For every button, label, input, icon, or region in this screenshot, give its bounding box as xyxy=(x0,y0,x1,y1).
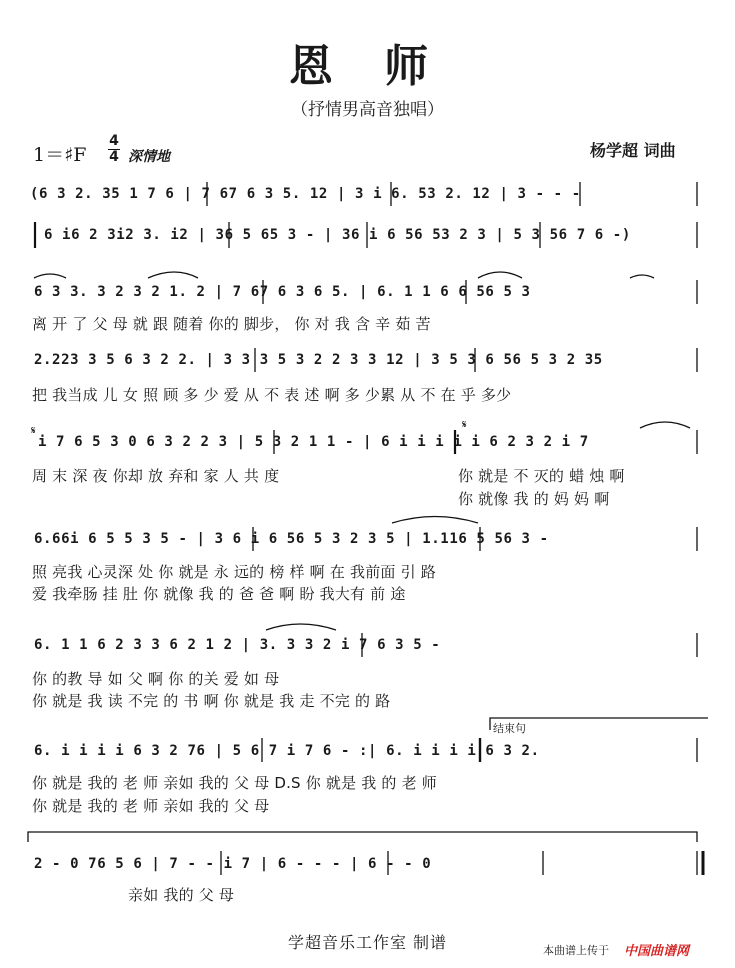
notation-row-1: (6 3 2. 35 1 7 6 | 7 67 6 3 5. 12 | 3 i 6. 53 2. 12 | 3 - - - xyxy=(30,186,581,202)
lyrics-row-5-verse-1b: 你 就是 不 灭的 蜡 烛 啊 xyxy=(458,467,625,485)
notation-row-8: 6. i i i i 6 3 2 76 | 5 6 7 i 7 6 - :| 6. i i i i 6 3 2. xyxy=(34,743,540,759)
site-logo: 中国曲谱网 xyxy=(624,944,690,959)
lyrics-row-7-verse-1: 你 的教 导 如 父 啊 你 的关 爱 如 母 xyxy=(32,670,280,688)
notation-row-5: i 7 6 5 3 0 6 3 2 2 3 | 5 3 2 1 1 - | 6 i i i i i 6 2 3 2 i 7 xyxy=(38,434,589,450)
score-title: 恩 师 xyxy=(288,41,447,92)
upload-note: 本曲谱上传于 xyxy=(543,944,609,957)
time-signature-bottom: 4 xyxy=(109,149,119,165)
studio-credit: 学超音乐工作室 制谱 xyxy=(287,933,448,952)
segno-sign-icon: 𝄋 xyxy=(31,424,36,437)
notation-row-3: 6 3 3. 3 2 3 2 1. 2 | 7 67 6 3 6 5. | 6. 1 1 6 6 56 5 3 xyxy=(34,284,531,300)
lyrics-row-5-verse-1: 周 末 深 夜 你却 放 弃和 家 人 共 度 xyxy=(32,467,280,485)
lyrics-row-5-verse-2b: 你 就像 我 的 妈 妈 啊 xyxy=(458,490,610,508)
lyrics-row-4: 把 我当成 儿 女 照 顾 多 少 爱 从 不 表 述 啊 多 少累 从 不 在 乎 多少 xyxy=(32,386,512,404)
tempo-marking: 深情地 xyxy=(128,149,170,165)
lyrics-row-6-verse-1: 照 亮我 心灵深 处 你 就是 永 远的 榜 样 啊 在 我前面 引 路 xyxy=(32,563,436,581)
lyrics-row-3: 离 开 了 父 母 就 跟 随着 你的 脚步， 你 对 我 含 辛 茹 苦 xyxy=(32,315,431,333)
lyrics-row-6-verse-2: 爱 我牵肠 挂 肚 你 就像 我 的 爸 爸 啊 盼 我大有 前 途 xyxy=(32,585,406,603)
author-credit: 杨学超 词曲 xyxy=(590,141,676,160)
segno-sign-icon: 𝄋 xyxy=(462,418,467,431)
lyrics-row-9: 亲如 我的 父 母 xyxy=(128,886,235,904)
score-subtitle: （抒情男高音独唱） xyxy=(291,100,444,120)
key-signature: 1＝♯F xyxy=(33,144,87,166)
lyrics-row-7-verse-2: 你 就是 我 读 不完 的 书 啊 你 就是 我 走 不完 的 路 xyxy=(32,692,391,710)
lyrics-row-8-verse-2: 你 就是 我的 老 师 亲如 我的 父 母 xyxy=(32,797,270,815)
time-signature-top: 4 xyxy=(109,133,119,149)
ending-label: 结束句 xyxy=(493,722,526,735)
notation-row-6: 6.66i 6 5 5 3 5 - | 3 6 i 6 56 5 3 2 3 5 | 1.116 5 56 3 - xyxy=(34,531,549,547)
lyrics-row-8-verse-1: 你 就是 我的 老 师 亲如 我的 父 母 D.S 你 就是 我 的 老 师 xyxy=(32,774,437,792)
notation-row-4: 2.223 3 5 6 3 2 2. | 3 3 3 5 3 2 2 3 3 12 | 3 5 3 6 56 5 3 2 35 xyxy=(34,352,603,368)
notation-row-9: 2 - 0 76 5 6 | 7 - - i 7 | 6 - - - | 6 - - 0 xyxy=(34,856,432,872)
notation-row-2: 6 i6 2 3i2 3. i2 | 36 5 65 3 - | 36 i 6 56 53 2 3 | 5 3 56 7 6 -) xyxy=(44,227,631,243)
notation-row-7: 6. 1 1 6 2 3 3 6 2 1 2 | 3. 3 3 2 i 7 6 3 5 - xyxy=(34,637,441,653)
